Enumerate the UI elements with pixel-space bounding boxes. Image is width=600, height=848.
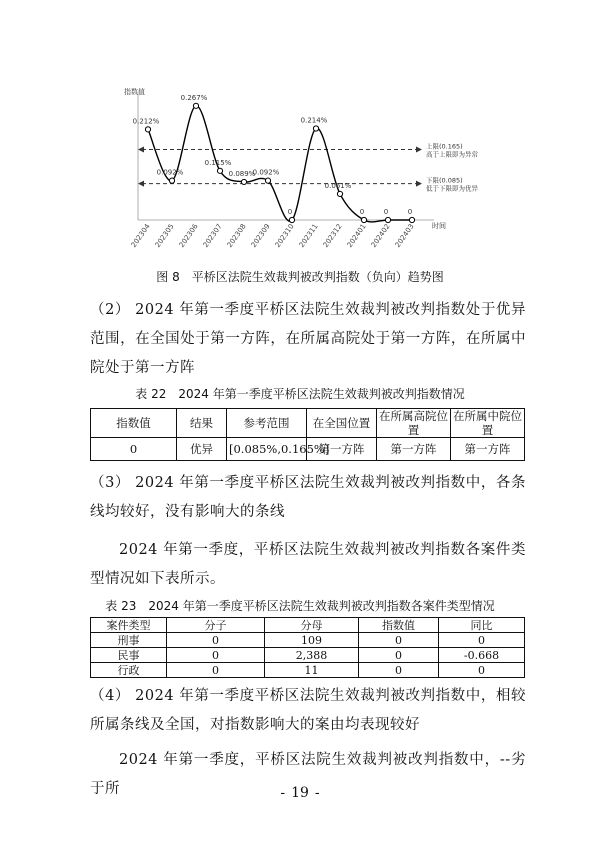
- data-label: 0.214%: [300, 116, 328, 125]
- data-label: 0: [287, 208, 293, 216]
- y-axis-label: 指数值: [124, 88, 145, 96]
- cell-denominator: 109: [265, 633, 359, 648]
- table-header-row: [91, 409, 525, 438]
- trend-chart: [112, 88, 512, 263]
- paragraph-3: （3） 2024 年第一季度平桥区法院生效裁判被改判指数中，各条线均较好，没有影响大的条线: [90, 475, 526, 520]
- data-point: [385, 217, 390, 222]
- series-line: [148, 106, 412, 222]
- data-label: 0: [383, 208, 389, 216]
- table-23-caption: 表 23 2024 年第一季度平桥区法院生效裁判被改判指数各案件类型情况: [105, 599, 495, 613]
- cell-case-type: 刑事: [91, 633, 167, 648]
- cell-index-value: 0: [359, 648, 439, 663]
- cell-intermediate-court-position: 第一方阵: [451, 438, 525, 461]
- data-label: 0.115%: [204, 158, 232, 167]
- data-point: [169, 178, 174, 183]
- header-high-court-position: 在所属高院位置: [377, 409, 451, 438]
- table-22: [90, 408, 525, 461]
- threshold-right-arrow: [416, 146, 422, 152]
- data-point: [145, 127, 150, 132]
- x-tick-label: 202309: [249, 222, 272, 250]
- table-23: [90, 617, 525, 678]
- page-number-value: 19: [291, 785, 309, 801]
- header-intermediate-court-position: 在所属中院位置: [451, 409, 525, 438]
- data-label: 0: [407, 208, 413, 216]
- cell-index-value: 0: [91, 438, 177, 461]
- x-tick-label: 202402: [369, 222, 392, 250]
- data-label: 0.092%: [156, 168, 184, 177]
- cell-case-type: 行政: [91, 663, 167, 678]
- threshold-note: 高于上限即为异常: [426, 150, 478, 159]
- table-row: [91, 633, 525, 648]
- cell-yoy: 0: [439, 663, 525, 678]
- data-point: [217, 168, 222, 173]
- cell-yoy: -0.668: [439, 648, 525, 663]
- x-tick-label: 202311: [297, 222, 320, 250]
- data-point: [409, 217, 414, 222]
- cell-numerator: 0: [167, 648, 265, 663]
- header-yoy: 同比: [439, 618, 525, 633]
- header-index-value: 指数值: [91, 409, 177, 438]
- table-row: [91, 648, 525, 663]
- threshold-label: 上限(0.165): [426, 142, 463, 151]
- cell-denominator: 2,388: [265, 648, 359, 663]
- header-numerator: 分子: [167, 618, 265, 633]
- page-number: [0, 785, 600, 801]
- x-tick-label: 202306: [177, 222, 200, 250]
- data-point: [313, 126, 318, 131]
- page-dash-right: -: [314, 785, 320, 801]
- cell-index-value: 0: [359, 663, 439, 678]
- x-tick-label: 202401: [345, 222, 368, 250]
- data-point: [361, 217, 366, 222]
- data-label: 0.212%: [132, 117, 160, 126]
- cell-index-value: 0: [359, 633, 439, 648]
- data-point: [289, 217, 294, 222]
- header-national-position: 在全国位置: [307, 409, 377, 438]
- cell-denominator: 11: [265, 663, 359, 678]
- header-result: 结果: [177, 409, 227, 438]
- paragraph-5: 2024 年第一季度，平桥区法院生效裁判被改判指数中，--劣于所: [90, 752, 526, 797]
- cell-high-court-position: 第一方阵: [377, 438, 451, 461]
- data-label: 0.061%: [324, 181, 352, 190]
- data-point: [337, 191, 342, 196]
- cell-numerator: 0: [167, 663, 265, 678]
- header-denominator: 分母: [265, 618, 359, 633]
- x-tick-label: 202307: [201, 222, 224, 250]
- data-label: 0.267%: [180, 93, 208, 102]
- data-point: [193, 103, 198, 108]
- threshold-note: 低于下限即为优异: [426, 184, 478, 193]
- data-label: 0.092%: [252, 168, 280, 177]
- cell-yoy: 0: [439, 633, 525, 648]
- cell-result: 优异: [177, 438, 227, 461]
- table-row: [91, 663, 525, 678]
- header-index-value: 指数值: [359, 618, 439, 633]
- header-reference-range: 参考范围: [227, 409, 307, 438]
- cell-case-type: 民事: [91, 648, 167, 663]
- x-tick-label: 202312: [321, 222, 344, 250]
- x-axis-label: 时间: [432, 222, 446, 230]
- paragraph-intro: 2024 年第一季度，平桥区法院生效裁判被改判指数各案件类型情况如下表所示。: [90, 542, 526, 587]
- table-22-caption: 表 22 2024 年第一季度平桥区法院生效裁判被改判指数情况: [135, 387, 465, 401]
- data-point: [241, 179, 246, 184]
- threshold-label: 下限(0.085): [426, 176, 463, 185]
- threshold-left-arrow: [138, 146, 144, 152]
- x-tick-label: 202310: [273, 222, 296, 250]
- paragraph-4: （4） 2024 年第一季度平桥区法院生效裁判被改判指数中，相较所属条线及全国，对指数影响大的案由均表现较好: [90, 688, 526, 733]
- data-label: 0.089%: [228, 169, 256, 178]
- cell-national-position: 第一方阵: [307, 438, 377, 461]
- threshold-left-arrow: [138, 181, 144, 187]
- paragraph-2: （2） 2024 年第一季度平桥区法院生效裁判被改判指数处于优异范围，在全国处于第一方阵，在所属高院处于第一方阵，在所属中院处于第一方阵: [90, 302, 526, 376]
- x-tick-label: 202305: [153, 222, 176, 250]
- cell-reference-range: [0.085%,0.165%]: [227, 438, 307, 461]
- table-header-row: [91, 618, 525, 633]
- threshold-right-arrow: [416, 181, 422, 187]
- data-point: [265, 178, 270, 183]
- page-dash-left: -: [280, 785, 286, 801]
- figure-caption: 图 8 平桥区法院生效裁判被改判指数（负向）趋势图: [156, 270, 444, 284]
- x-tick-label: 202304: [129, 222, 152, 250]
- table-row: [91, 438, 525, 461]
- x-tick-label: 202403: [393, 222, 416, 250]
- header-case-type: 案件类型: [91, 618, 167, 633]
- cell-numerator: 0: [167, 633, 265, 648]
- x-tick-label: 202308: [225, 222, 248, 250]
- data-label: 0: [359, 208, 365, 216]
